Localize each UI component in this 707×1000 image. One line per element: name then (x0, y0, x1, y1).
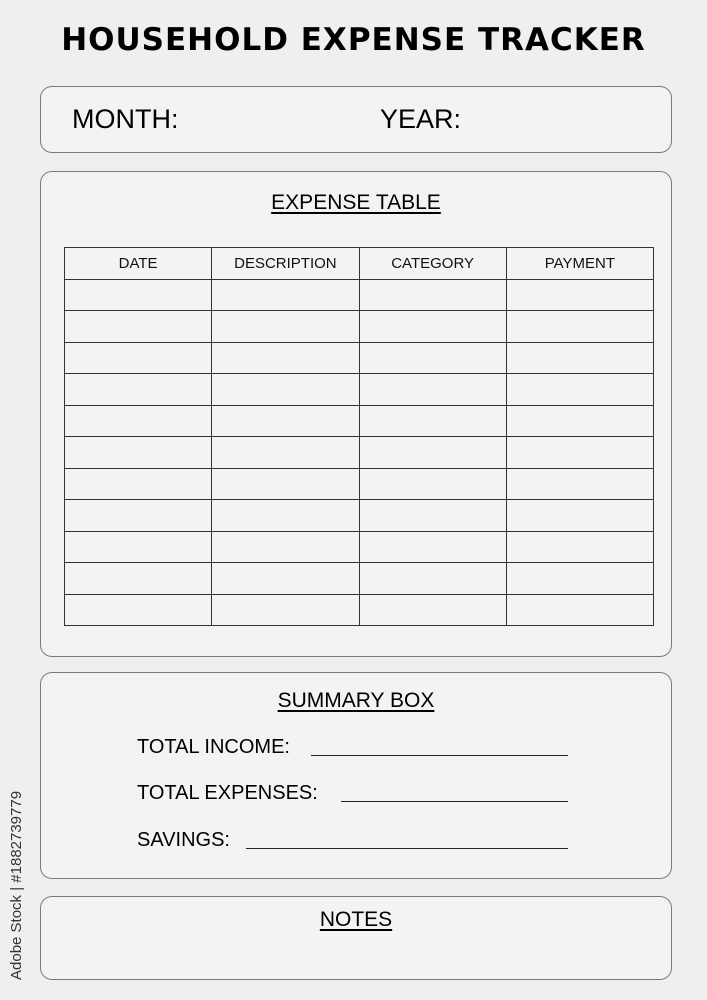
column-header-payment: PAYMENT (506, 248, 653, 280)
table-cell[interactable] (506, 594, 653, 625)
table-row (65, 468, 654, 499)
table-cell[interactable] (359, 468, 506, 499)
table-row (65, 594, 654, 625)
table-cell[interactable] (65, 594, 212, 625)
table-cell[interactable] (506, 374, 653, 405)
table-cell[interactable] (212, 374, 359, 405)
table-cell[interactable] (212, 405, 359, 436)
expense-table-title: EXPENSE TABLE (271, 191, 441, 214)
table-cell[interactable] (65, 500, 212, 531)
table-cell[interactable] (65, 468, 212, 499)
table-cell[interactable] (359, 374, 506, 405)
table-cell[interactable] (506, 500, 653, 531)
table-cell[interactable] (212, 437, 359, 468)
table-cell[interactable] (65, 531, 212, 562)
table-cell[interactable] (65, 437, 212, 468)
table-row (65, 405, 654, 436)
table-cell[interactable] (506, 342, 653, 373)
table-header-row (65, 248, 654, 280)
notes-title: NOTES (319, 908, 393, 931)
summary-box-title: SUMMARY BOX (277, 689, 435, 712)
table-cell[interactable] (212, 531, 359, 562)
column-header-category: CATEGORY (359, 248, 506, 280)
total-income-label: TOTAL INCOME: (137, 736, 290, 758)
table-cell[interactable] (65, 311, 212, 342)
table-cell[interactable] (359, 437, 506, 468)
year-label: YEAR: (380, 104, 462, 134)
total-income-field[interactable] (311, 755, 568, 756)
savings-label: SAVINGS: (137, 829, 230, 851)
table-cell[interactable] (359, 311, 506, 342)
table-cell[interactable] (359, 500, 506, 531)
total-expenses-label: TOTAL EXPENSES: (137, 782, 318, 804)
table-row (65, 342, 654, 373)
table-cell[interactable] (212, 280, 359, 311)
table-cell[interactable] (359, 594, 506, 625)
table-cell[interactable] (506, 531, 653, 562)
table-row (65, 563, 654, 594)
table-cell[interactable] (65, 342, 212, 373)
table-cell[interactable] (65, 374, 212, 405)
table-cell[interactable] (212, 563, 359, 594)
notes-box (40, 896, 672, 980)
table-cell[interactable] (359, 563, 506, 594)
table-row (65, 311, 654, 342)
table-cell[interactable] (506, 311, 653, 342)
table-cell[interactable] (212, 468, 359, 499)
savings-field[interactable] (246, 848, 568, 849)
table-cell[interactable] (506, 468, 653, 499)
table-cell[interactable] (506, 563, 653, 594)
table-cell[interactable] (65, 563, 212, 594)
month-label: MONTH: (72, 104, 179, 134)
table-cell[interactable] (359, 531, 506, 562)
expense-table-box (40, 171, 672, 657)
table-cell[interactable] (359, 342, 506, 373)
table-cell[interactable] (359, 280, 506, 311)
table-cell[interactable] (506, 280, 653, 311)
page-title: HOUSEHOLD EXPENSE TRACKER (61, 22, 646, 58)
table-row (65, 374, 654, 405)
table-cell[interactable] (359, 405, 506, 436)
total-expenses-field[interactable] (341, 801, 568, 802)
table-row (65, 531, 654, 562)
summary-box (40, 672, 672, 879)
table-cell[interactable] (506, 437, 653, 468)
column-header-description: DESCRIPTION (212, 248, 359, 280)
table-cell[interactable] (65, 280, 212, 311)
stock-watermark: Adobe Stock | #188273977​9 (8, 790, 25, 980)
expense-table (64, 247, 654, 626)
table-row (65, 500, 654, 531)
table-cell[interactable] (212, 594, 359, 625)
column-header-date: DATE (65, 248, 212, 280)
table-cell[interactable] (506, 405, 653, 436)
table-cell[interactable] (212, 500, 359, 531)
table-row (65, 280, 654, 311)
table-row (65, 437, 654, 468)
period-box (40, 86, 672, 153)
table-cell[interactable] (212, 311, 359, 342)
table-cell[interactable] (65, 405, 212, 436)
table-cell[interactable] (212, 342, 359, 373)
